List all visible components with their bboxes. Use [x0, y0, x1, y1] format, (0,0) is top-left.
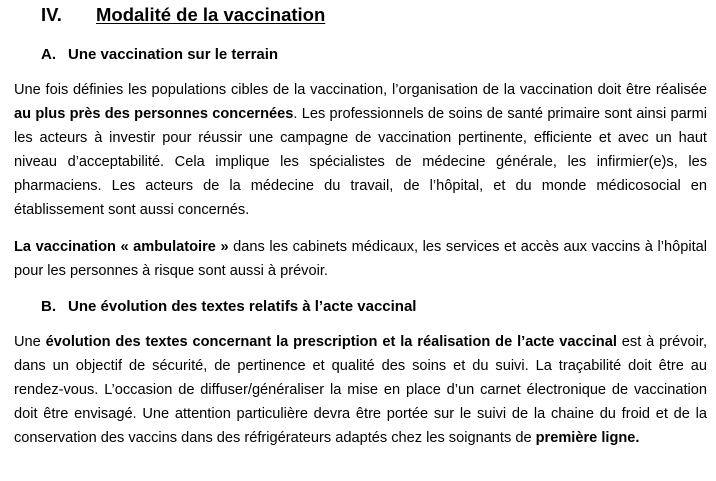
section-title: Modalité de la vaccination: [96, 4, 326, 25]
subsection-title-a: Une vaccination sur le terrain: [68, 46, 279, 63]
subsection-letter-b: B.: [41, 298, 56, 315]
paragraph-3-bold-2: première ligne.: [535, 430, 640, 446]
paragraph-texts-evolution: [14, 330, 707, 450]
subsection-heading-a: [41, 45, 278, 65]
paragraph-3-bold-1: évolution des textes concernant la prescription et la réalisation de l’acte vaccinal: [45, 334, 617, 350]
paragraph-ambulatory-vaccination: [14, 235, 707, 283]
section-number: IV.: [41, 4, 62, 25]
subsection-heading-b: [41, 297, 416, 317]
section-heading: [41, 3, 325, 27]
subsection-title-b: Une évolution des textes relatifs à l’acte vaccinal: [68, 298, 417, 315]
subsection-letter-a: A.: [41, 46, 56, 63]
paragraph-2-text-1: dans les cabinets médicaux, les services et accès aux vaccins à l’hôpital pour les personnes à risque sont aussi à prévoir.: [14, 239, 707, 279]
paragraph-1-bold-1: au plus près des personnes concernées: [14, 106, 294, 122]
paragraph-2-bold-1: La vaccination « ambulatoire »: [14, 239, 229, 255]
paragraph-3-text-2: est à prévoir, dans un objectif de sécurité, de pertinence et qualité des soins et du suivi. La traçabilité doit être au rendez-vous. L’occasion de diffuser/généraliser la mise en place d’un carnet électronique de vaccination doit être envisagé. Une attention particulière devra être portée sur le suivi de la chaine du froid et de la conservation des vaccins dans des réfrigérateurs adaptés chez les soignants de: [14, 334, 708, 446]
paragraph-3-text-1: Une: [14, 334, 46, 350]
paragraph-field-vaccination: [14, 78, 707, 222]
paragraph-1-text-2: . Les professionnels de soins de santé primaire sont ainsi parmi les acteurs à investir pour réussir une campagne de vaccination pertinente, efficiente et avec un haut niveau d’acceptabilité. Cela implique les spécialistes de médecine générale, les infirmier(e)s, les pharmaciens. Les acteurs de la médecine du travail, de l’hôpital, et du monde médicosocial en établissement sont aussi concernés.: [14, 106, 707, 218]
paragraph-1-text-1: Une fois définies les populations cibles de la vaccination, l’organisation de la vaccination doit être réalisée: [14, 82, 707, 98]
